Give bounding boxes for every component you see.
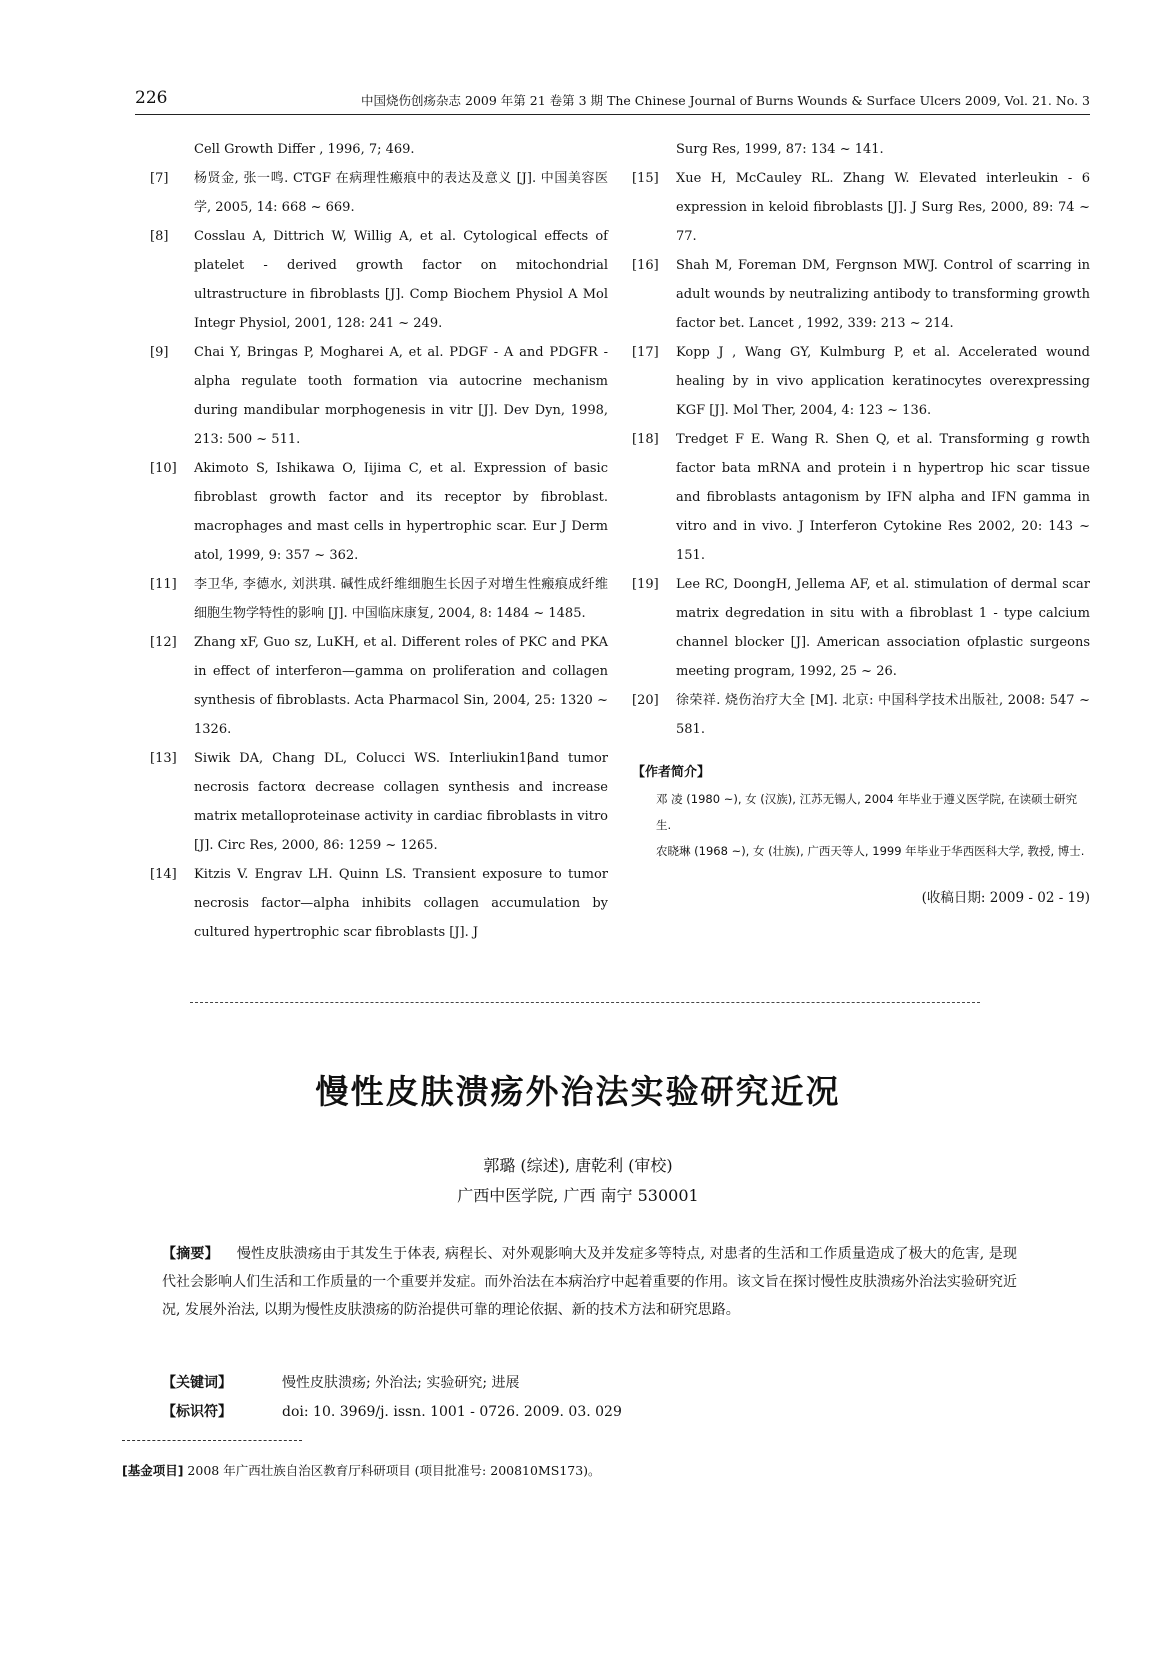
references-left-column — [150, 135, 608, 947]
keywords-label: 【关键词】 — [162, 1375, 232, 1391]
funding-label: [基金项目] — [122, 1463, 184, 1478]
footnote-rule — [122, 1440, 302, 1441]
funding-text: 2008 年广西壮族自治区教育厅科研项目 (项目批准号: 200810MS173)。 — [187, 1463, 601, 1478]
reference-item: [18] Tredget F E. Wang R. Shen Q, et al. Transforming g rowth factor bata mRNA and protein i n hypertrop hic scar tissue and fibroblasts antagonism by IFN alpha and IFN gamma in vitro and in vivo. J Interferon Cytokine Res 2002, 20: 143 ~ 151. — [632, 432, 1090, 563]
doi-label: 【标识符】 — [162, 1404, 232, 1420]
author-intro — [632, 760, 1090, 864]
references-right-column — [632, 135, 1090, 913]
section-divider — [190, 1002, 980, 1003]
page-number: 226 — [135, 88, 168, 108]
reference-item: [11] 李卫华, 李德水, 刘洪琪. 碱性成纤维细胞生长因子对增生性瘢痕成纤维细胞生物学特性的影响 [J]. 中国临床康复, 2004, 8: 1484 ~ 1485. — [150, 577, 608, 621]
reference-item: [9] Chai Y, Bringas P, Mogharei A, et al. PDGF - A and PDGFR - alpha regulate tooth formation via autocrine mechanism during mandibular morphogenesis in vitr [J]. Dev Dyn, 1998, 213: 500 ~ 511. — [150, 345, 608, 447]
reference-item: [12] Zhang xF, Guo sz, LuKH, et al. Different roles of PKC and PKA in effect of interferon—gamma on proliferation and collagen synthesis of fibroblasts. Acta Pharmacol Sin, 2004, 25: 1320 ~ 1326. — [150, 635, 608, 737]
author-entry: 邓 凌 (1980 ~), 女 (汉族), 江苏无锡人, 2004 年毕业于遵义医学院, 在读硕士研究生. — [656, 792, 1078, 832]
article-title: 慢性皮肤溃疡外治法实验研究近况 — [315, 1072, 841, 1111]
reference-item: [20] 徐荣祥. 烧伤治疗大全 [M]. 北京: 中国科学技术出版社, 2008: 547 ~ 581. — [632, 693, 1090, 737]
article-affiliation: 广西中医学院, 广西 南宁 530001 — [457, 1186, 699, 1205]
reference-item: Cell Growth Differ , 1996, 7; 469. — [194, 142, 415, 157]
reference-item: [8] Cosslau A, Dittrich W, Willig A, et al. Cytological effects of platelet - derived growth factor on mitochondrial ultrastructure in fibroblasts [J]. Comp Biochem Physiol A Mol Integr Physiol, 2001, 128: 241 ~ 249. — [150, 229, 608, 331]
abstract — [162, 1240, 1017, 1324]
keywords-text: 慢性皮肤溃疡; 外治法; 实验研究; 进展 — [282, 1375, 520, 1391]
reference-item: Surg Res, 1999, 87: 134 ~ 141. — [676, 142, 884, 157]
reference-item: [13] Siwik DA, Chang DL, Colucci WS. Interliukin1βand tumor necrosis factorα decrease collagen synthesis and increase matrix metalloproteinase activity in cardiac fibroblasts in vitro [J]. Circ Res, 2000, 86: 1259 ~ 1265. — [150, 751, 608, 853]
reference-item: [7] 杨贤金, 张一鸣. CTGF 在病理性瘢痕中的表达及意义 [J]. 中国美容医学, 2005, 14: 668 ~ 669. — [150, 171, 608, 215]
reference-item: [15] Xue H, McCauley RL. Zhang W. Elevated interleukin - 6 expression in keloid fibroblasts [J]. J Surg Res, 2000, 89: 74 ~ 77. — [632, 171, 1090, 244]
journal-header: 中国烧伤创疡杂志 2009 年第 21 卷第 3 期 The Chinese Journal of Burns Wounds & Surface Ulcers 2009, Vol. 21. No. 3 — [361, 93, 1090, 108]
reference-item: [17] Kopp J , Wang GY, Kulmburg P, et al. Accelerated wound healing by in vivo application keratinocytes overexpressing KGF [J]. Mol Ther, 2004, 4: 123 ~ 136. — [632, 345, 1090, 418]
doi-text: doi: 10. 3969/j. issn. 1001 - 0726. 2009. 03. 029 — [282, 1404, 622, 1420]
keywords — [162, 1372, 520, 1392]
reference-item: [19] Lee RC, DoongH, Jellema AF, et al. stimulation of dermal scar matrix degredation in situ with a fibroblast 1 - type calcium channel blocker [J]. American association ofplastic surgeons meeting program, 1992, 25 ~ 26. — [632, 577, 1090, 679]
abstract-label: 【摘要】 — [162, 1246, 219, 1262]
doi — [162, 1401, 622, 1421]
author-entry: 农晓琳 (1968 ~), 女 (壮族), 广西天等人, 1999 年毕业于华西医科大学, 教授, 博士. — [656, 844, 1085, 858]
reference-item: [10] Akimoto S, Ishikawa O, Iijima C, et al. Expression of basic fibroblast growth factor and its receptor by fibroblast. macrophages and mast cells in hypertrophic scar. Eur J Derm atol, 1999, 9: 357 ~ 362. — [150, 461, 608, 563]
abstract-text: 慢性皮肤溃疡由于其发生于体表, 病程长、对外观影响大及并发症多等特点, 对患者的生活和工作质量造成了极大的危害, 是现代社会影响人们生活和工作质量的一个重要并发症。而外治法在本病治疗中起着重要的作用。该文旨在探讨慢性皮肤溃疡外治法实验研究近况, 发展外治法, 以期为慢性皮肤溃疡的防治提供可靠的理论依据、新的技术方法和研究思路。 — [162, 1246, 1018, 1318]
reference-item: [16] Shah M, Foreman DM, Fergnson MWJ. Control of scarring in adult wounds by neutralizing antibody to transforming growth factor bet. Lancet , 1992, 339: 213 ~ 214. — [632, 258, 1090, 331]
received-date: (收稿日期: 2009 - 02 - 19) — [921, 890, 1090, 906]
reference-item: [14] Kitzis V. Engrav LH. Quinn LS. Transient exposure to tumor necrosis factor—alpha inhibits collagen accumulation by cultured hypertrophic scar fibroblasts [J]. J — [150, 867, 608, 940]
article-authors: 郭璐 (综述), 唐乾利 (审校) — [483, 1156, 673, 1175]
funding-footnote — [122, 1461, 601, 1479]
author-intro-title: 【作者简介】 — [632, 765, 711, 780]
page-header — [135, 88, 1090, 115]
